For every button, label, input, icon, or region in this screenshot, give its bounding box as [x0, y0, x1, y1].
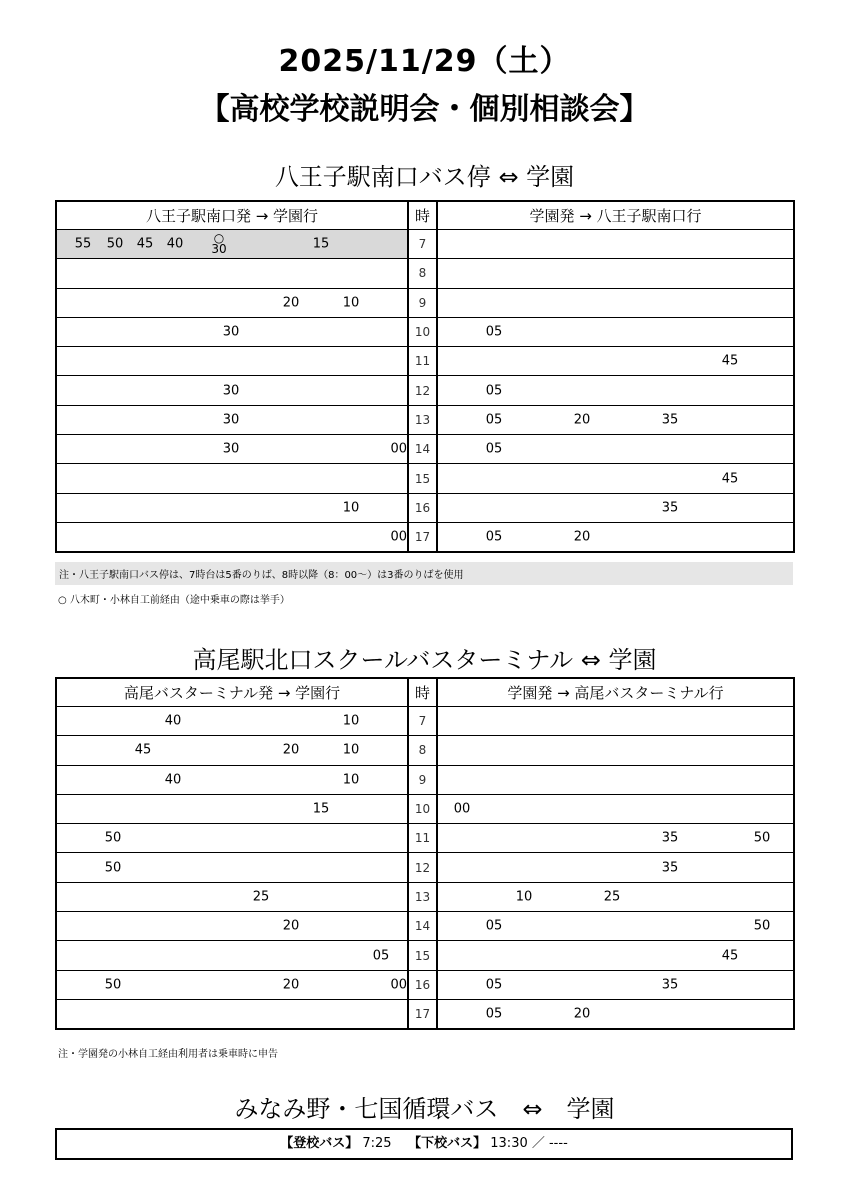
departure-minute: 35 [661, 830, 679, 846]
route1-note-via: ○ 八木町・小林自工前経由（途中乗車の際は挙手） [58, 595, 290, 606]
hour-cell: 13 [408, 405, 437, 434]
departure-minute: 05 [485, 918, 503, 934]
from-school-cell [437, 999, 794, 1029]
departure-minute: 05 [372, 948, 390, 964]
departure-minute: 50 [753, 830, 771, 846]
route1-row-16 [56, 493, 794, 522]
hour-cell: 14 [408, 435, 437, 464]
departure-minute: 35 [661, 860, 679, 876]
route3-to-time: 7:25 [362, 1136, 392, 1151]
route2-row-8 [56, 736, 794, 765]
departure-minute: 25 [252, 889, 270, 905]
route1-row-11 [56, 347, 794, 376]
route1-col-from-school: 学園発 → 八王子駅南口行 [437, 201, 794, 230]
route3-title: みなみ野・七国循環バス ⇔ 学園 [234, 1095, 615, 1123]
hour-cell: 8 [408, 259, 437, 288]
departure-minute: 35 [661, 500, 679, 516]
route1-row-10 [56, 317, 794, 346]
from-school-cell [437, 707, 794, 736]
hour-cell: 13 [408, 882, 437, 911]
via-minute: 30 [211, 242, 227, 257]
to-school-cell [56, 882, 408, 911]
departure-minute: 30 [222, 441, 240, 457]
departure-minute: 20 [282, 918, 300, 934]
route2-row-10 [56, 794, 794, 823]
from-school-cell [437, 376, 794, 405]
route2-row-9 [56, 765, 794, 794]
departure-minute: 00 [390, 529, 407, 545]
hour-cell: 7 [408, 707, 437, 736]
from-school-cell [437, 824, 794, 853]
route2-row-14 [56, 912, 794, 941]
departure-minute: 30 [222, 383, 240, 399]
route2-col-from-school: 学園発 → 高尾バスターミナル行 [437, 678, 794, 707]
departure-minute: 35 [661, 977, 679, 993]
hour-cell: 9 [408, 288, 437, 317]
route3-from-time: 13:30 ／ ---- [490, 1136, 568, 1151]
route1-note-platform: 注・八王子駅南口バス停は、7時台は5番のりば、8時以降（8：00〜）は3番のりばを使用 [55, 562, 793, 585]
from-school-cell [437, 970, 794, 999]
departure-minute: 05 [485, 977, 503, 993]
hour-cell: 16 [408, 970, 437, 999]
route3-to-label: 【登校バス】 [280, 1136, 359, 1151]
to-school-cell [56, 736, 408, 765]
route2-row-15 [56, 941, 794, 970]
departure-minute: 05 [485, 1006, 503, 1022]
route1-timetable [55, 200, 795, 553]
from-school-cell [437, 259, 794, 288]
departure-minute: 20 [573, 412, 591, 428]
departure-minute: 00 [390, 441, 407, 457]
route1-row-9 [56, 288, 794, 317]
departure-minute: 45 [136, 236, 154, 252]
departure-minute: 20 [573, 1006, 591, 1022]
from-school-cell [437, 435, 794, 464]
via-mark: ○ [213, 231, 225, 246]
departure-minute: 50 [104, 977, 122, 993]
hour-cell: 10 [408, 794, 437, 823]
hour-cell: 15 [408, 941, 437, 970]
to-school-cell [56, 288, 408, 317]
hour-cell: 10 [408, 317, 437, 346]
route2-title: 高尾駅北口スクールバスターミナル ⇔ 学園 [192, 646, 657, 674]
departure-minute: 10 [342, 500, 360, 516]
to-school-cell [56, 259, 408, 288]
departure-minute: 05 [485, 412, 503, 428]
route2-row-12 [56, 853, 794, 882]
departure-minute: 50 [104, 830, 122, 846]
to-school-cell [56, 765, 408, 794]
from-school-cell [437, 230, 794, 259]
route1-row-17 [56, 522, 794, 552]
to-school-cell [56, 853, 408, 882]
departure-minute: 10 [342, 742, 360, 758]
departure-minute: 45 [721, 353, 739, 369]
to-school-cell [56, 794, 408, 823]
from-school-cell [437, 882, 794, 911]
departure-minute: 00 [453, 801, 471, 817]
route3-schedule [55, 1128, 793, 1160]
route2-row-17 [56, 999, 794, 1029]
to-school-cell [56, 347, 408, 376]
from-school-cell [437, 347, 794, 376]
to-school-cell [56, 376, 408, 405]
to-school-cell [56, 493, 408, 522]
departure-minute: 50 [104, 860, 122, 876]
departure-minute: 20 [282, 977, 300, 993]
departure-minute: 10 [342, 772, 360, 788]
route2-timetable [55, 677, 795, 1030]
departure-minute: 10 [515, 889, 533, 905]
departure-minute: 30 [222, 412, 240, 428]
route1-row-15 [56, 464, 794, 493]
departure-minute: 55 [74, 236, 92, 252]
hour-cell: 7 [408, 230, 437, 259]
departure-minute: 05 [485, 383, 503, 399]
route2-note: 注・学園発の小林自工経由利用者は乗車時に申告 [58, 1049, 278, 1060]
hour-cell: 14 [408, 912, 437, 941]
route2-row-13 [56, 882, 794, 911]
hour-cell: 16 [408, 493, 437, 522]
from-school-cell [437, 493, 794, 522]
departure-minute: 15 [312, 236, 330, 252]
departure-minute: 10 [342, 713, 360, 729]
departure-minute: 40 [166, 236, 184, 252]
departure-minute: 40 [164, 772, 182, 788]
event-date: 2025/11/29（土） [278, 44, 571, 79]
hour-cell: 11 [408, 347, 437, 376]
departure-minute: 35 [661, 412, 679, 428]
departure-minute: 00 [390, 977, 407, 993]
from-school-cell [437, 317, 794, 346]
from-school-cell [437, 853, 794, 882]
event-title: 【高校学校説明会・個別相談会】 [199, 92, 650, 127]
to-school-cell [56, 522, 408, 552]
from-school-cell [437, 288, 794, 317]
hour-cell: 8 [408, 736, 437, 765]
from-school-cell [437, 405, 794, 434]
departure-minute: 05 [485, 324, 503, 340]
route1-col-to-school: 八王子駅南口発 → 学園行 [56, 201, 408, 230]
route3-from-label: 【下校バス】 [408, 1136, 487, 1151]
departure-minute: 45 [721, 948, 739, 964]
from-school-cell [437, 765, 794, 794]
to-school-cell [56, 941, 408, 970]
route1-row-12 [56, 376, 794, 405]
from-school-cell [437, 736, 794, 765]
departure-minute: 20 [282, 295, 300, 311]
route1-row-14 [56, 435, 794, 464]
departure-minute: 05 [485, 529, 503, 545]
route2-row-16 [56, 970, 794, 999]
to-school-cell [56, 999, 408, 1029]
hour-cell: 11 [408, 824, 437, 853]
departure-minute: 15 [312, 801, 330, 817]
departure-minute: 05 [485, 441, 503, 457]
route1-row-7 [56, 230, 794, 259]
hour-cell: 17 [408, 999, 437, 1029]
route2-row-7 [56, 707, 794, 736]
to-school-cell [56, 435, 408, 464]
departure-minute: 20 [573, 529, 591, 545]
hour-cell: 12 [408, 376, 437, 405]
route1-col-hour: 時 [408, 201, 437, 230]
route1-row-8 [56, 259, 794, 288]
from-school-cell [437, 794, 794, 823]
hour-cell: 9 [408, 765, 437, 794]
departure-minute: 45 [721, 471, 739, 487]
from-school-cell [437, 522, 794, 552]
from-school-cell [437, 912, 794, 941]
hour-cell: 15 [408, 464, 437, 493]
departure-minute: 10 [342, 295, 360, 311]
departure-minute: 50 [753, 918, 771, 934]
departure-minute: 40 [164, 713, 182, 729]
route2-row-11 [56, 824, 794, 853]
route1-title: 八王子駅南口バス停 ⇔ 学園 [274, 163, 575, 191]
from-school-cell [437, 941, 794, 970]
departure-minute: 50 [106, 236, 124, 252]
route2-col-hour: 時 [408, 678, 437, 707]
departure-minute: 45 [134, 742, 152, 758]
route1-row-13 [56, 405, 794, 434]
to-school-cell [56, 405, 408, 434]
to-school-cell [56, 824, 408, 853]
route2-col-to-school: 高尾バスターミナル発 → 学園行 [56, 678, 408, 707]
to-school-cell [56, 317, 408, 346]
to-school-cell [56, 230, 408, 259]
to-school-cell [56, 912, 408, 941]
via-departure-minute [211, 233, 226, 255]
to-school-cell [56, 970, 408, 999]
hour-cell: 17 [408, 522, 437, 552]
departure-minute: 25 [603, 889, 621, 905]
to-school-cell [56, 707, 408, 736]
departure-minute: 20 [282, 742, 300, 758]
departure-minute: 30 [222, 324, 240, 340]
from-school-cell [437, 464, 794, 493]
to-school-cell [56, 464, 408, 493]
hour-cell: 12 [408, 853, 437, 882]
